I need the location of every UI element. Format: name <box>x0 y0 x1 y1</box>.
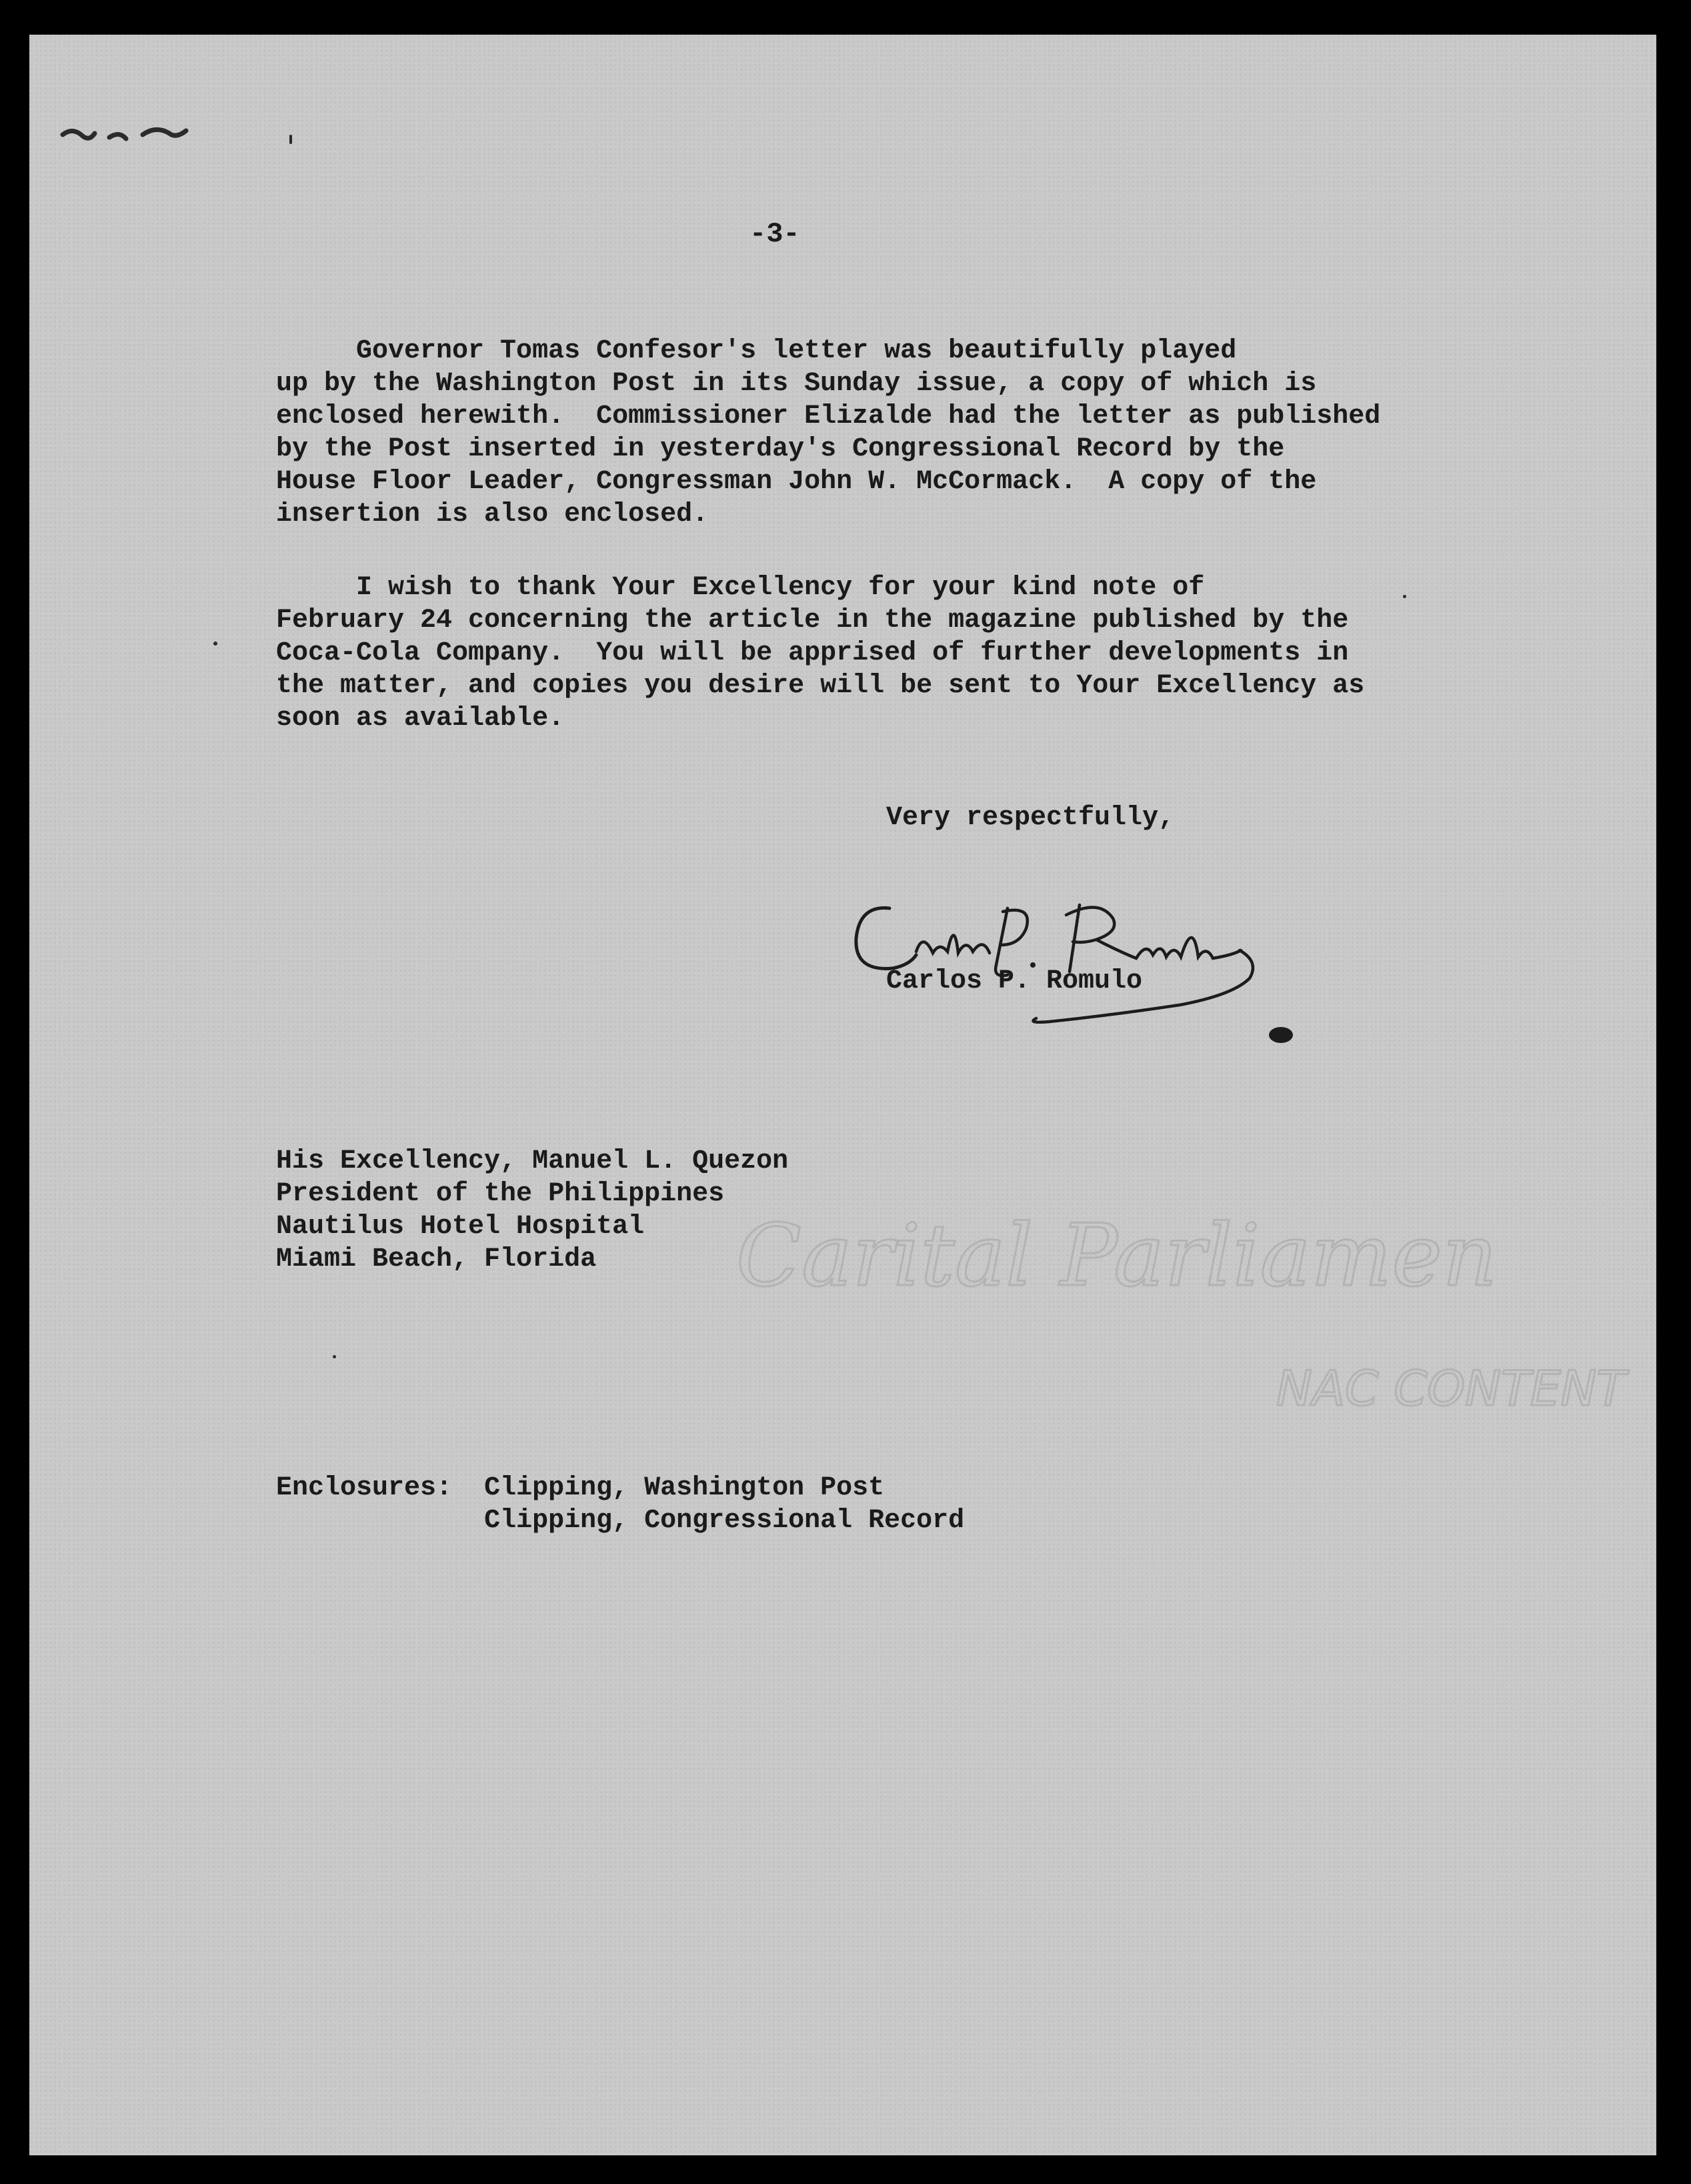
letter-page <box>29 35 1656 2155</box>
closing-salutation: Very respectfully, <box>886 803 1175 833</box>
paragraph-thanks-note <box>276 572 1364 735</box>
text-line: Governor Tomas Confesor's letter was beautifully played <box>276 336 1237 366</box>
stamp-line-1: Carital Parliamen <box>736 1206 1498 1306</box>
text-line: up by the Washington Post in its Sunday issue, a copy of which is <box>276 369 1317 399</box>
enclosure-item: Clipping, Washington Post <box>484 1473 885 1503</box>
paper-speck <box>289 135 292 144</box>
text-line: the matter, and copies you desire will be sent to Your Excellency as <box>276 671 1365 701</box>
text-line: Coca-Cola Company. You will be apprised of further developments in <box>276 638 1349 668</box>
text-line: February 24 concerning the article in the magazine published by the <box>276 606 1349 636</box>
paper-speck <box>333 1355 336 1358</box>
paper-speck <box>213 642 217 646</box>
text-line: by the Post inserted in yesterday's Congressional Record by the <box>276 434 1285 464</box>
stamp-line-2: NAC CONTENT <box>1276 1360 1626 1416</box>
enclosures-label: Enclosures: <box>276 1473 453 1503</box>
text-line: I wish to thank Your Excellency for your kind note of <box>276 573 1205 603</box>
address-line: Nautilus Hotel Hospital <box>276 1212 645 1242</box>
enclosure-gap <box>452 1473 484 1503</box>
enclosure-indent <box>276 1506 484 1536</box>
address-line: President of the Philippines <box>276 1179 725 1209</box>
enclosure-line <box>276 1504 964 1537</box>
address-line: His Excellency, Manuel L. Quezon <box>276 1146 789 1176</box>
text-line: enclosed herewith. Commissioner Elizalde had the letter as published <box>276 401 1381 431</box>
paragraph-confesor-letter <box>276 335 1380 531</box>
text-line: soon as available. <box>276 704 565 734</box>
typed-signatory-name: Carlos P. Romulo <box>886 966 1143 996</box>
enclosures-block <box>276 1472 964 1537</box>
page-number: -3- <box>749 218 800 250</box>
enclosure-item: Clipping, Congressional Record <box>484 1506 965 1536</box>
ink-smudge <box>43 115 209 155</box>
enclosure-line <box>276 1472 964 1504</box>
faded-stamp-watermark <box>729 1195 1656 1475</box>
text-line: House Floor Leader, Congressman John W. McCormack. A copy of the <box>276 467 1317 497</box>
paper-speck <box>1403 595 1406 598</box>
text-line: insertion is also enclosed. <box>276 499 709 529</box>
address-line: Miami Beach, Florida <box>276 1244 597 1274</box>
recipient-address-block <box>276 1145 788 1276</box>
